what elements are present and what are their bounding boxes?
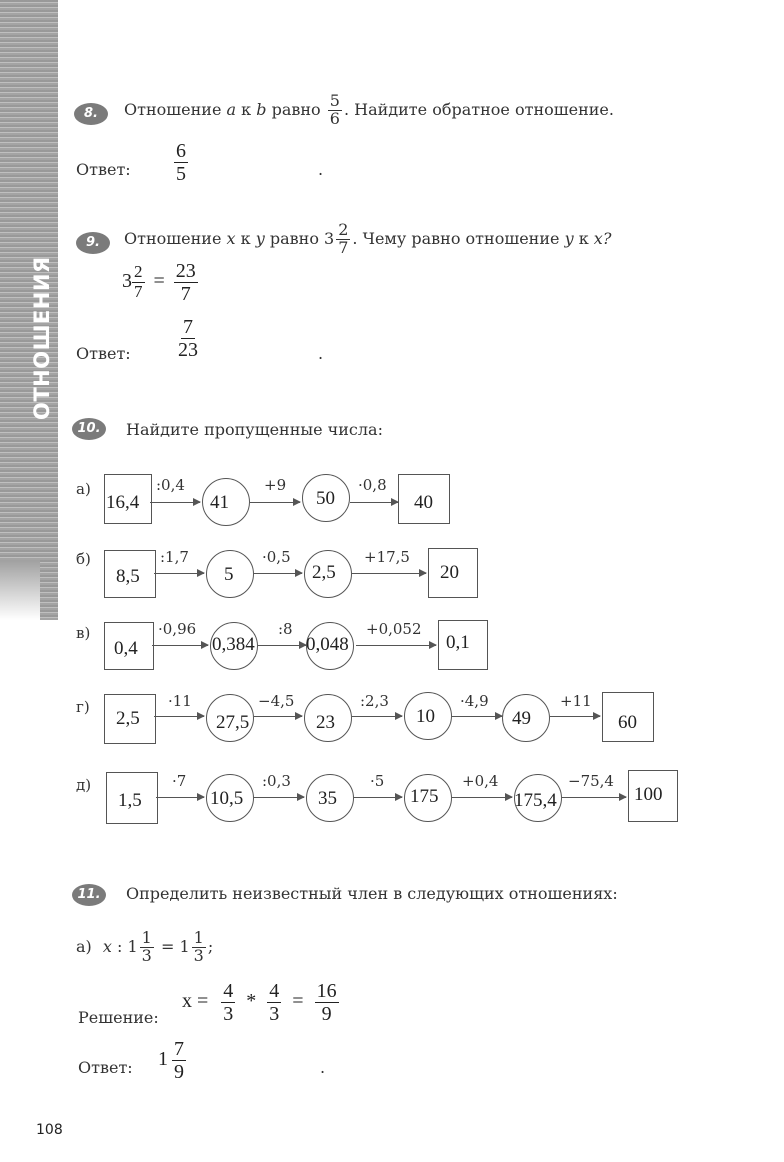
row-b-op-3: +17,5 bbox=[364, 548, 410, 566]
row-g-value-5: 60 bbox=[618, 712, 637, 733]
row-v-value-2: 0,048 bbox=[306, 634, 349, 655]
task-11-answer: 1 $\frac{7}{9}$ bbox=[158, 1038, 184, 1083]
row-d-value-0: 1,5 bbox=[118, 790, 142, 811]
row-v-label: в) bbox=[76, 624, 91, 642]
task-8-fraction: $\frac{5}{6}$ bbox=[329, 91, 340, 128]
row-d-op-4: +0,4 bbox=[462, 772, 499, 790]
task-11-solution: x = $\frac{4}{3}$ * $\frac{4}{3}$ = $\frac{16}{9}$ bbox=[182, 980, 337, 1025]
row-g-op-2: −4,5 bbox=[258, 692, 295, 710]
task-8-badge: 8. bbox=[74, 103, 108, 125]
row-g-value-4: 49 bbox=[512, 708, 531, 729]
task-9-answer-dot: . bbox=[318, 344, 324, 363]
row-d-value-4: 175,4 bbox=[514, 790, 557, 811]
task-11-badge: 11. bbox=[72, 884, 106, 906]
task-11-answer-label: Ответ: bbox=[78, 1058, 133, 1077]
task-11-equation: а) x : 1 $\frac{1}{3}$ = 1 $\frac{1}{3}$ ; bbox=[76, 928, 214, 965]
row-d-value-3: 175 bbox=[410, 786, 439, 807]
task-8-statement: Отношение a к b равно $\frac{5}{6}$ . Найдите обратное отношение. bbox=[124, 91, 614, 128]
row-v-op-2: :8 bbox=[278, 620, 293, 638]
task-8-answer: $\frac{6}{5}$ bbox=[176, 140, 186, 185]
row-a-value-2: 50 bbox=[316, 488, 335, 509]
row-b-op-2: ·0,5 bbox=[262, 548, 291, 566]
row-b-value-2: 2,5 bbox=[312, 562, 336, 583]
row-g-arrow-4 bbox=[452, 716, 502, 717]
task-10-badge: 10. bbox=[72, 418, 106, 440]
row-d-value-2: 35 bbox=[318, 788, 337, 809]
task-9-work: 3 $\frac{2}{7}$ = $\frac{23}{7}$ bbox=[122, 260, 196, 305]
row-a-value-0: 16,4 bbox=[106, 492, 140, 513]
row-g-op-1: ·11 bbox=[168, 692, 192, 710]
row-a-label: а) bbox=[76, 480, 91, 498]
row-g-arrow-3 bbox=[352, 716, 402, 717]
row-v-arrow-2 bbox=[258, 645, 306, 646]
task-10-statement: Найдите пропущенные числа: bbox=[126, 420, 383, 439]
row-a-op-3: ·0,8 bbox=[358, 476, 387, 494]
row-b-arrow-1 bbox=[154, 573, 204, 574]
row-g-op-5: +11 bbox=[560, 692, 592, 710]
task-8-answer-dot: . bbox=[318, 160, 324, 179]
row-g-value-0: 2,5 bbox=[116, 708, 140, 729]
row-v-arrow-3 bbox=[356, 645, 436, 646]
row-d-op-1: ·7 bbox=[172, 772, 187, 790]
row-d-arrow-4 bbox=[452, 797, 512, 798]
task-11-answer-dot: . bbox=[320, 1058, 326, 1077]
row-a-op-2: +9 bbox=[264, 476, 287, 494]
row-b-value-3: 20 bbox=[440, 562, 459, 583]
row-b-label: б) bbox=[76, 550, 91, 568]
row-d-arrow-5 bbox=[562, 797, 626, 798]
sidebar-title: ОТНОШЕНИЯ bbox=[30, 256, 54, 420]
row-a-value-3: 40 bbox=[414, 492, 433, 513]
row-a-value-1: 41 bbox=[210, 492, 229, 513]
row-g-value-2: 23 bbox=[316, 712, 335, 733]
row-a-op-1: :0,4 bbox=[156, 476, 185, 494]
row-b-value-0: 8,5 bbox=[116, 566, 140, 587]
row-a-arrow-2 bbox=[250, 502, 300, 503]
row-a-arrow-3 bbox=[350, 502, 398, 503]
row-d-label: д) bbox=[76, 776, 92, 794]
task-9-answer: $\frac{7}{23}$ bbox=[178, 316, 198, 361]
row-d-op-2: :0,3 bbox=[262, 772, 291, 790]
row-g-arrow-2 bbox=[254, 716, 302, 717]
row-d-value-1: 10,5 bbox=[210, 788, 244, 809]
row-v-arrow-1 bbox=[152, 645, 208, 646]
row-b-op-1: :1,7 bbox=[160, 548, 189, 566]
row-g-arrow-5 bbox=[550, 716, 600, 717]
row-g-label: г) bbox=[76, 698, 90, 716]
row-v-value-3: 0,1 bbox=[446, 632, 470, 653]
row-d-arrow-1 bbox=[156, 797, 204, 798]
row-d-op-5: −75,4 bbox=[568, 772, 614, 790]
row-v-value-0: 0,4 bbox=[114, 638, 138, 659]
row-b-arrow-2 bbox=[254, 573, 302, 574]
task-9-answer-label: Ответ: bbox=[76, 344, 131, 363]
row-b-value-1: 5 bbox=[224, 564, 234, 585]
task-8-answer-label: Ответ: bbox=[76, 160, 131, 179]
row-d-arrow-2 bbox=[254, 797, 304, 798]
row-v-op-3: +0,052 bbox=[366, 620, 422, 638]
row-d-op-3: ·5 bbox=[370, 772, 385, 790]
task-9-badge: 9. bbox=[76, 232, 110, 254]
row-d-arrow-3 bbox=[354, 797, 402, 798]
row-a-arrow-1 bbox=[150, 502, 200, 503]
sidebar-fade bbox=[0, 560, 40, 620]
task-11-statement: Определить неизвестный член в следующих отношениях: bbox=[126, 884, 618, 903]
task-11-solution-label: Решение: bbox=[78, 1008, 159, 1027]
row-v-value-1: 0,384 bbox=[212, 634, 255, 655]
page-number: 108 bbox=[36, 1122, 63, 1138]
row-g-value-1: 27,5 bbox=[216, 712, 250, 733]
row-d-value-5: 100 bbox=[634, 784, 663, 805]
row-g-value-3: 10 bbox=[416, 706, 435, 727]
row-v-op-1: ·0,96 bbox=[158, 620, 197, 638]
row-g-op-3: :2,3 bbox=[360, 692, 389, 710]
row-g-op-4: ·4,9 bbox=[460, 692, 489, 710]
row-b-arrow-3 bbox=[352, 573, 426, 574]
task-9-statement: Отношение x к y равно 3 $\frac{2}{7}$ . Чему равно отношение y к x? bbox=[124, 220, 612, 257]
row-g-arrow-1 bbox=[154, 716, 204, 717]
